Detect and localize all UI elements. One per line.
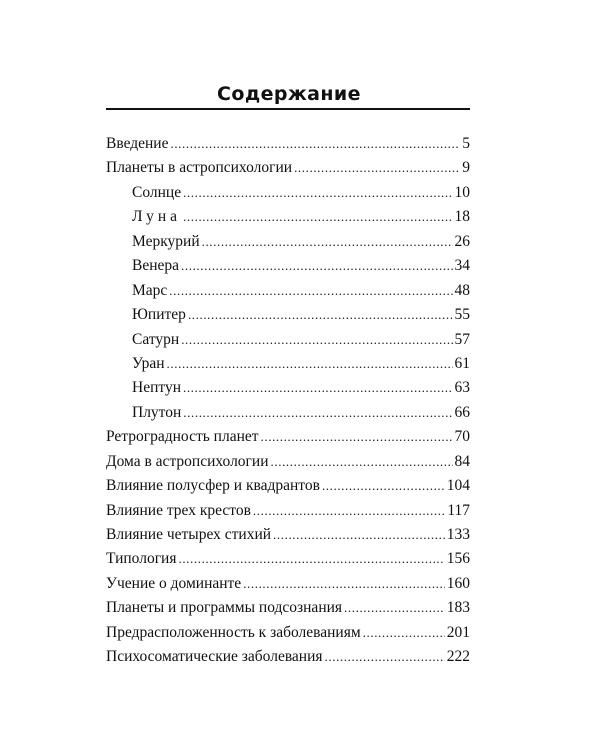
- toc-page-number: 26: [454, 232, 470, 250]
- dot-leader: [167, 352, 453, 376]
- toc-entry-title: Луна: [132, 208, 182, 226]
- toc-entry-title: Нептун: [132, 379, 181, 397]
- dot-leader: [294, 156, 460, 180]
- toc-entry[interactable]: [106, 572, 470, 596]
- toc-entry[interactable]: [106, 132, 470, 156]
- toc-page-number: 70: [454, 428, 470, 446]
- toc-entry-title: Юпитер: [132, 306, 186, 324]
- toc-page-number: 55: [454, 306, 470, 324]
- toc-page-number: 48: [454, 281, 470, 299]
- toc-entry[interactable]: [106, 352, 470, 376]
- toc-entry[interactable]: [106, 279, 470, 303]
- dot-leader: [344, 596, 445, 620]
- toc-entry[interactable]: [106, 401, 470, 425]
- toc-page-number: 84: [454, 452, 470, 470]
- page-title: Содержание: [217, 82, 361, 105]
- toc-entry[interactable]: [106, 499, 470, 523]
- toc-entry[interactable]: [106, 205, 470, 229]
- dot-leader: [322, 474, 445, 498]
- toc-entry[interactable]: [106, 450, 470, 474]
- toc-entry[interactable]: [106, 254, 470, 278]
- toc-entry-title: Меркурий: [132, 232, 200, 250]
- toc-entry[interactable]: [106, 156, 470, 180]
- toc-page-number: 5: [462, 135, 470, 152]
- dot-leader: [363, 621, 445, 645]
- toc-entry-title: Солнце: [132, 183, 182, 201]
- toc-entry-title: Введение: [106, 135, 169, 152]
- toc-entry-title: Предрасположенность к заболеваниям: [106, 623, 361, 641]
- toc-page-number: 18: [454, 208, 470, 226]
- toc-entry[interactable]: [106, 181, 470, 205]
- toc-page-number: 57: [454, 330, 470, 348]
- dot-leader: [181, 328, 452, 352]
- dot-leader: [243, 572, 445, 596]
- toc-entry-title: Влияние полусфер и квадрантов: [106, 477, 320, 495]
- toc-entry[interactable]: [106, 645, 470, 669]
- dot-leader: [273, 523, 445, 547]
- title-divider: [106, 108, 470, 110]
- toc-entry[interactable]: [106, 621, 470, 645]
- toc-entry[interactable]: [106, 596, 470, 620]
- toc-page-number: 61: [454, 354, 470, 372]
- toc-page-number: 133: [446, 526, 470, 543]
- toc-page-number: 10: [454, 183, 470, 201]
- toc-entry[interactable]: [106, 425, 470, 449]
- dot-leader: [183, 401, 452, 425]
- toc-entry[interactable]: [106, 303, 470, 327]
- toc-page-number: 201: [446, 623, 470, 641]
- toc-entry[interactable]: [106, 328, 470, 352]
- table-of-contents: [106, 132, 470, 670]
- toc-page-number: 63: [454, 379, 470, 397]
- dot-leader: [181, 254, 452, 278]
- toc-page-number: 9: [462, 159, 470, 177]
- toc-entry-title: Учение о доминанте: [106, 574, 242, 592]
- toc-entry[interactable]: [106, 547, 470, 571]
- toc-page-number: 117: [447, 501, 470, 519]
- toc-entry-title: Влияние четырех стихий: [106, 526, 272, 543]
- toc-page-number: 183: [446, 599, 470, 617]
- toc-entry-title: Планеты в астропсихологии: [106, 159, 293, 177]
- toc-entry[interactable]: [106, 474, 470, 498]
- dot-leader: [183, 376, 453, 400]
- toc-entry-title: Психосоматические заболевания: [106, 648, 323, 666]
- dot-leader: [188, 303, 453, 327]
- toc-entry-title: Дома в астропсихологии: [106, 452, 269, 470]
- toc-entry[interactable]: [106, 230, 470, 254]
- dot-leader: [169, 279, 452, 303]
- toc-page-number: 156: [446, 550, 470, 568]
- toc-entry-title: Венера: [132, 257, 180, 275]
- toc-entry-title: Марс: [132, 281, 168, 299]
- dot-leader: [271, 450, 453, 474]
- toc-page-number: 34: [454, 257, 470, 275]
- toc-entry-title: Ретроградность планет: [106, 428, 259, 446]
- toc-entry-title: Типология: [106, 550, 177, 568]
- dot-leader: [261, 425, 453, 449]
- toc-entry[interactable]: [106, 523, 470, 547]
- toc-entry-title: Плутон: [132, 403, 182, 421]
- dot-leader: [183, 181, 452, 205]
- toc-page-number: 160: [446, 574, 470, 592]
- toc-page-number: 66: [454, 403, 470, 421]
- dot-leader: [325, 645, 445, 669]
- toc-entry-title: Планеты и программы подсознания: [106, 599, 343, 617]
- toc-page-number: 222: [446, 648, 470, 666]
- dot-leader: [170, 132, 460, 156]
- dot-leader: [183, 205, 452, 229]
- dot-leader: [202, 230, 453, 254]
- dot-leader: [178, 547, 444, 571]
- toc-entry-title: Уран: [132, 354, 165, 372]
- dot-leader: [253, 499, 445, 523]
- toc-entry-title: Сатурн: [132, 330, 180, 348]
- toc-page-number: 104: [446, 477, 470, 495]
- toc-entry[interactable]: [106, 376, 470, 400]
- toc-entry-title: Влияние трех крестов: [106, 501, 251, 519]
